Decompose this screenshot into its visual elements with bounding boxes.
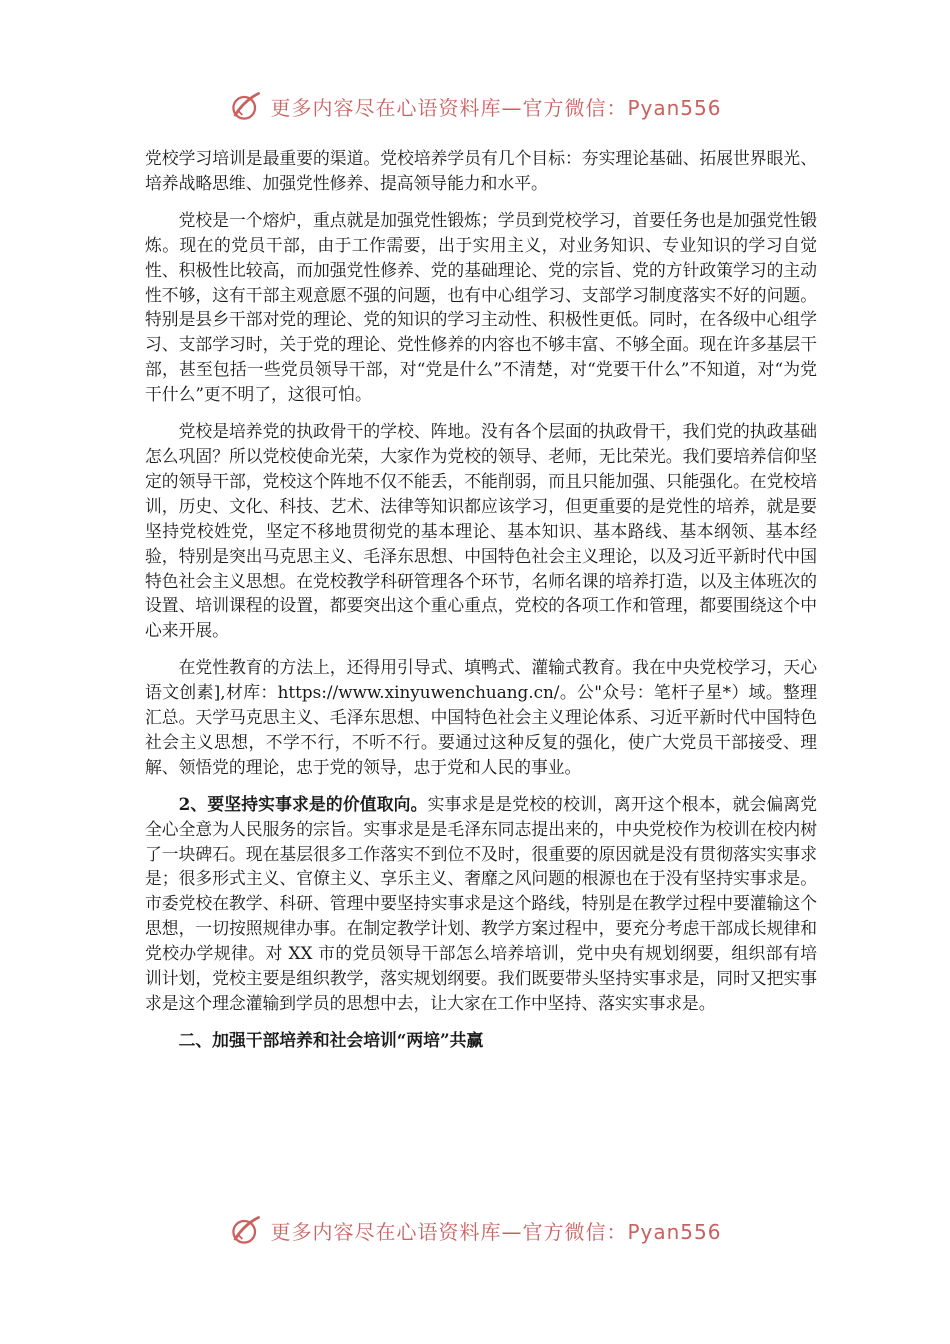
footer-banner-text: 更多内容尽在心语资料库—官方微信：Pyan556 — [270, 1219, 722, 1244]
paragraph-5-text: 实事求是是党校的校训，离开这个根本，就会偏离党全心全意为人民服务的宗旨。实事求是是毛泽东同志提出来的，中央党校作为校训在校内树了一块碑石。现在基层很多工作落实不到位不及时，很重要的原因就是没有贯彻落实实事求是；很多形式主义、官僚主义、享乐主义、奢靡之风问题的根源也在于没有坚持实事求是。市委党校在教学、科研、管理中要坚持实事求是这个路线，特别是在教学过程中要灌输这个思想，一切按照规律办事。在制定教学计划、教学方案过程中，要充分考虑干部成长规律和党校办学规律。对 XX 市的党员领导干部怎么培养培训，党中央有规划纲要，组织部有培训计划，党校主要是组织教学，落实规划纲要。我们既要带头坚持实事求是，同时又把实事求是这个理念灌输到学员的思想中去，让大家在工作中坚持、落实实事求是。 — [145, 793, 817, 1013]
footer-banner — [0, 1208, 950, 1252]
paragraph-5-lead: 2、要坚持实事求是的价值取向。 — [178, 793, 428, 814]
paragraph-4: 在党性教育的方法上，还得用引导式、填鸭式、灌输式教育。我在中央党校学习，天心语文创素],材库：https://www.xinyuwenchuang.cn/。公"众号：笔杆子星*）域。整理汇总。天学马克思主义、毛泽东思想、中国特色社会主义理论体系、习近平新时代中国特色社会主义思想，不学不行，不听不行。要通过这种反复的强化，使广大党员干部接受、理解、领悟党的理论，忠于党的领导，忠于党和人民的事业。 — [145, 657, 817, 777]
header-banner-text: 更多内容尽在心语资料库—官方微信：Pyan556 — [270, 95, 722, 120]
header-banner — [0, 84, 950, 128]
pen-badge-icon — [228, 88, 264, 124]
header-banner-inner — [228, 88, 721, 124]
paragraph-3: 党校是培养党的执政骨干的学校、阵地。没有各个层面的执政骨干，我们党的执政基础怎么巩固？所以党校使命光荣，大家作为党校的领导、老师，无比荣光。我们要培养信仰坚定的领导干部，党校这个阵地不仅不能丢，不能削弱，而且只能加强、只能强化。在党校培训，历史、文化、科技、艺术、法律等知识都应该学习，但更重要的是党性的培养，就是要坚持党校姓党，坚定不移地贯彻党的基本理论、基本知识、基本路线、基本纲领、基本经验，特别是突出马克思主义、毛泽东思想、中国特色社会主义理论，以及习近平新时代中国特色社会主义思想。在党校教学科研管理各个环节，名师名课的培养打造，以及主体班次的设置、培训课程的设置，都要突出这个重心重点，党校的各项工作和管理，都要围绕这个中心来开展。 — [145, 421, 817, 641]
footer-banner-inner — [228, 1212, 721, 1248]
section-heading: 二、加强干部培养和社会培训“两培”共赢 — [178, 1029, 484, 1050]
paragraph-1: 党校学习培训是最重要的渠道。党校培养学员有几个目标：夯实理论基础、拓展世界眼光、培养战略思维、加强党性修养、提高领导能力和水平。 — [145, 148, 817, 193]
document-body — [145, 146, 817, 1053]
paragraph-2: 党校是一个熔炉，重点就是加强党性锻炼；学员到党校学习，首要任务也是加强党性锻炼。现在的党员干部，由于工作需要，出于实用主义，对业务知识、专业知识的学习自觉性、积极性比较高，而加强党性修养、党的基础理论、党的宗旨、党的方针政策学习的主动性不够，这有干部主观意愿不强的问题，也有中心组学习、支部学习制度落实不好的问题。特别是县乡干部对党的理论、党的知识的学习主动性、积极性更低。同时，在各级中心组学习、支部学习时，关于党的理论、党性修养的内容也不够丰富、不够全面。现在许多基层干部，甚至包括一些党员领导干部，对“党是什么”不清楚，对“党要干什么”不知道，对“为党干什么”更不明了，这很可怕。 — [145, 209, 817, 405]
paragraph-5 — [145, 792, 817, 1016]
pen-badge-icon — [228, 1212, 264, 1248]
